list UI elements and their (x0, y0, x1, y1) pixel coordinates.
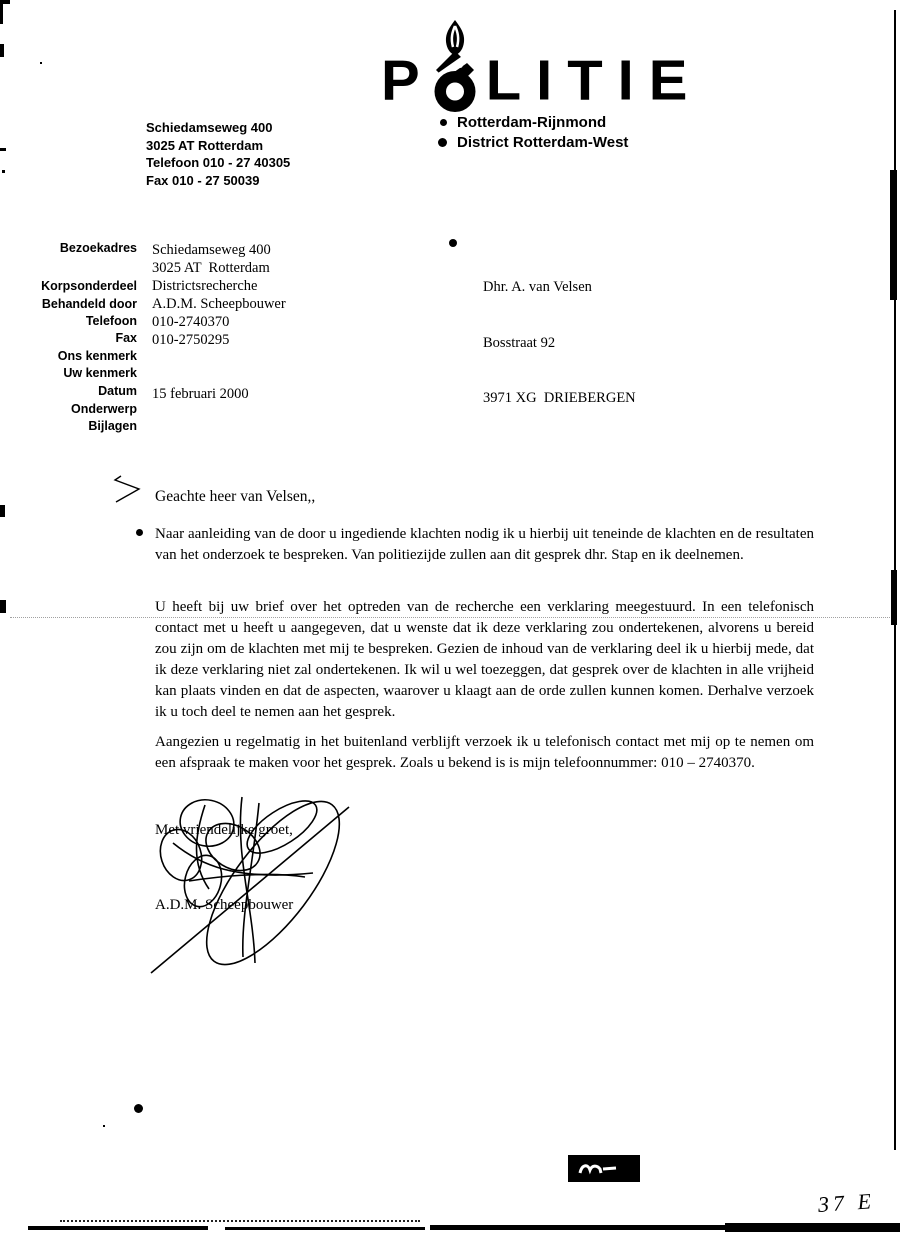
bullet-icon (136, 529, 143, 536)
sender-address-block (146, 119, 290, 189)
value-bezoekadres-city: 3025 AT Rotterdam (152, 260, 270, 276)
logo-letters-litie: LITIE (485, 48, 703, 112)
bullet-icon (134, 1104, 143, 1113)
value-bezoekadres-street: Schiedamseweg 400 (152, 242, 271, 258)
scan-edge-bottom (28, 1226, 208, 1230)
paragraph-3: Aangezien u regelmatig in het buitenland verblijft verzoek ik u telefonisch contact met mij op te nemen om een afspraak te maken voor het gesprek. Zoals u bekend is is mijn telefoonnummer: 010 – 2740370. (155, 734, 814, 771)
district-name: District Rotterdam-West (457, 134, 629, 151)
politie-flame-emblem-icon (430, 20, 480, 112)
label-telefoon: Telefoon (85, 314, 137, 328)
scan-edge-right (890, 170, 897, 300)
label-bezoekadres: Bezoekadres (59, 241, 137, 255)
salutation: Geachte heer van Velsen,, (155, 488, 316, 505)
label-behandeld-door: Behandeld door (41, 297, 137, 311)
paragraph-2: U heeft bij uw brief over het optreden van de recherche een verklaring meegestuurd. In een telefonisch contact met u heeft u aangegeven, dat u wenste dat ik deze verklaring zou ondertekenen, alvorens u bereid zou zijn om de klachten met mij te bespreken. Gezien de inhoud van de verklaring deel ik u hierbij mede, dat ik deze verklaring niet zal ondertekenen. Ik wil u wel toezeggen, dat gesprek over de klachten in alle vrijheid kan plaats vinden en dat de aspecten, waarover u klaagt aan de orde zullen kunnen komen. Derhalve verzoek ik u toch deel te nemen aan het gesprek. (155, 599, 814, 720)
logo-letter-p: P (381, 48, 422, 112)
registration-squiggle-icon (568, 1155, 640, 1182)
district-line (438, 134, 628, 151)
scan-artifact (0, 600, 6, 613)
handwritten-chevron-mark-icon (112, 475, 144, 505)
recipient-city: 3971 XG DRIEBERGEN (483, 390, 636, 406)
scan-artifact (0, 148, 6, 151)
region-name: Rotterdam-Rijnmond (457, 114, 607, 131)
scan-artifact (0, 505, 5, 517)
label-datum: Datum (98, 384, 137, 398)
scan-edge-bottom (430, 1225, 730, 1230)
label-ons-kenmerk: Ons kenmerk (57, 349, 137, 363)
value-telefoon: 010-2740370 (152, 314, 230, 330)
value-behandeld-door: A.D.M. Scheepbouwer (152, 296, 286, 312)
sender-street: Schiedamseweg 400 (146, 120, 273, 135)
value-fax: 010-2750295 (152, 332, 230, 348)
closing-salutation: Met vriendelijke groet, (155, 822, 293, 838)
signature (145, 785, 360, 980)
bullet-icon (440, 119, 447, 126)
signer-name: A.D.M. Scheepbouwer (155, 897, 294, 913)
scan-edge-bottom (225, 1227, 425, 1230)
label-korpsonderdeel: Korpsonderdeel (41, 279, 137, 293)
recipient-address-block (483, 241, 636, 445)
politie-logo (381, 20, 702, 112)
scan-edge-bottom (725, 1223, 900, 1232)
sender-phone: Telefoon 010 - 27 40305 (146, 155, 291, 170)
bullet-icon (438, 138, 447, 147)
scan-artifact (103, 1125, 105, 1127)
value-korpsonderdeel: Districtsrecherche (152, 278, 258, 294)
scan-artifact (2, 170, 5, 173)
scan-edge-bottom (60, 1220, 420, 1222)
label-fax: Fax (115, 331, 137, 345)
scan-artifact (0, 0, 3, 24)
scan-edge-right (891, 570, 897, 625)
label-bijlagen: Bijlagen (88, 419, 137, 433)
sender-city: 3025 AT Rotterdam (146, 137, 264, 153)
value-datum: 15 februari 2000 (152, 386, 249, 402)
recipient-street: Bosstraat 92 (483, 334, 556, 351)
sender-fax: Fax 010 - 27 50039 (146, 172, 260, 188)
handwritten-page-note: 37 E (817, 1188, 876, 1217)
scan-artifact (0, 44, 4, 57)
scan-artifact (40, 62, 42, 64)
region-line (440, 114, 606, 131)
label-onderwerp: Onderwerp (71, 402, 137, 416)
label-uw-kenmerk: Uw kenmerk (63, 366, 137, 380)
scan-artifact-dotted-line (10, 617, 892, 618)
recipient-name: Dhr. A. van Velsen (483, 279, 592, 295)
scanner-registration-mark (568, 1155, 640, 1182)
paragraph-1: Naar aanleiding van de door u ingediende klachten nodig ik u hierbij uit teneinde de klachten en de resultaten van het onderzoek te bespreken. Van politiezijde zullen aan dit gesprek dhr. Stap en ik deelnemen. (155, 526, 814, 563)
bullet-icon (449, 239, 457, 247)
